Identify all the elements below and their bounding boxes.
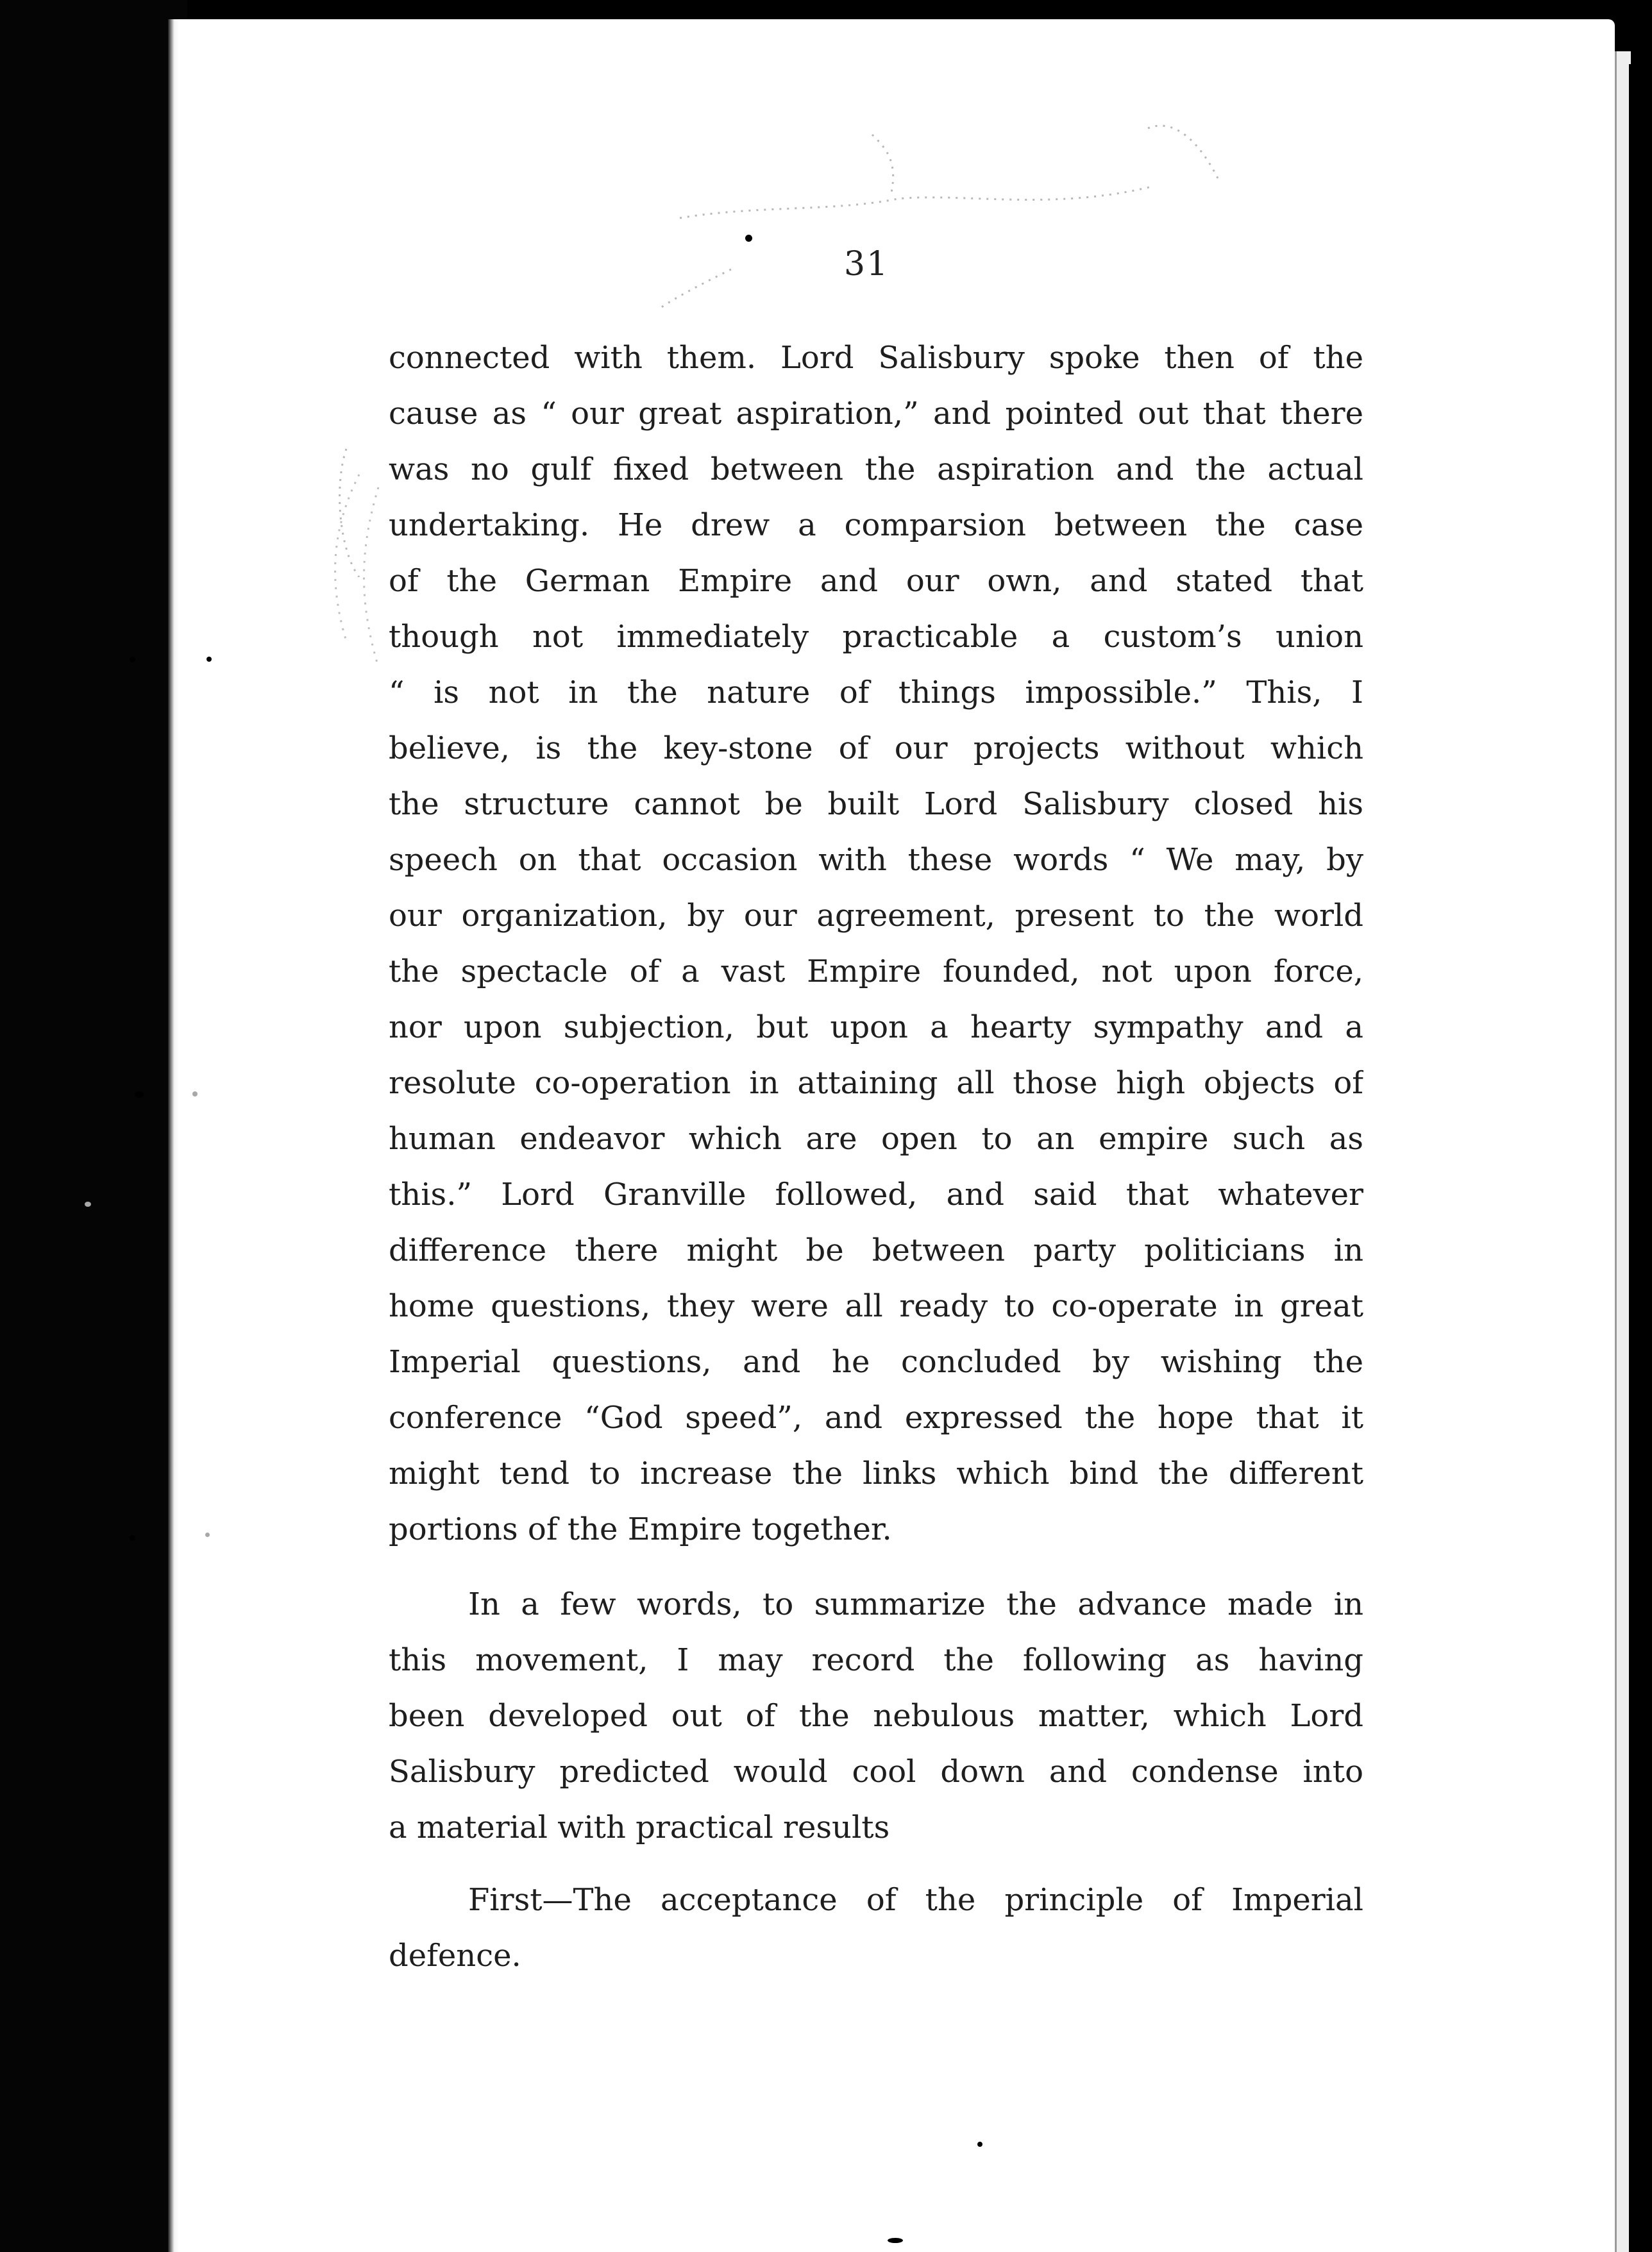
scan-speck bbox=[192, 1091, 198, 1097]
body-text bbox=[389, 330, 1363, 1984]
text-line: this.” Lord Granville followed, and said that whatever bbox=[389, 1177, 1363, 1213]
text-line: might tend to increase the links which bind the different bbox=[389, 1456, 1363, 1492]
text-line: human endeavor which are open to an empire such as bbox=[389, 1121, 1363, 1157]
left-margin-scan-border bbox=[0, 0, 187, 2252]
text-line: this movement, I may record the following as having bbox=[389, 1642, 1363, 1678]
scan-speck bbox=[130, 1535, 135, 1541]
text-line: cause as “ our great aspiration,” and pointed out that there bbox=[389, 396, 1363, 432]
text-line: though not immediately practicable a custom’s union bbox=[389, 619, 1363, 655]
text-line: First—The acceptance of the principle of Imperial bbox=[468, 1882, 1363, 1918]
page-number: 31 bbox=[844, 245, 889, 283]
text-line: Imperial questions, and he concluded by wishing the bbox=[389, 1344, 1363, 1380]
scan-speck bbox=[205, 1533, 210, 1537]
text-line: speech on that occasion with these words “ We may, by bbox=[389, 842, 1363, 878]
text-line: “ is not in the nature of things impossible.” This, I bbox=[389, 675, 1363, 710]
paragraph-gap bbox=[389, 1558, 1363, 1577]
text-line: of the German Empire and our own, and stated that bbox=[389, 563, 1363, 599]
text-line: the spectacle of a vast Empire founded, not upon force, bbox=[389, 954, 1363, 989]
scan-speck bbox=[888, 2238, 903, 2243]
scan-speck bbox=[745, 235, 752, 242]
scan-speck bbox=[85, 1202, 91, 1207]
right-margin-scan-border bbox=[1629, 64, 1652, 2252]
text-line: been developed out of the nebulous matter, which Lord bbox=[389, 1698, 1363, 1734]
text-line: undertaking. He drew a comparsion between the case bbox=[389, 507, 1363, 543]
text-line: nor upon subjection, but upon a hearty sympathy and a bbox=[389, 1009, 1363, 1045]
scan-speck bbox=[977, 2142, 982, 2147]
text-line: the structure cannot be built Lord Salisbury closed his bbox=[389, 786, 1363, 822]
text-line: believe, is the key-stone of our projects without which bbox=[389, 730, 1363, 766]
text-line: was no gulf fixed between the aspiration and the actual bbox=[389, 451, 1363, 487]
text-line: defence. bbox=[389, 1938, 521, 1974]
text-line: our organization, by our agreement, present to the world bbox=[389, 898, 1363, 934]
scan-speck bbox=[206, 657, 212, 662]
text-line: connected with them. Lord Salisbury spoke then of the bbox=[389, 340, 1363, 376]
scan-speck bbox=[135, 1091, 144, 1098]
text-line: Salisbury predicted would cool down and condense into bbox=[389, 1754, 1363, 1790]
text-line: conference “God speed”, and expressed the hope that it bbox=[389, 1400, 1363, 1436]
text-line: resolute co-operation in attaining all those high objects of bbox=[389, 1065, 1363, 1101]
paragraph-gap bbox=[389, 1856, 1363, 1872]
text-line: In a few words, to summarize the advance made in bbox=[468, 1586, 1363, 1622]
text-line: home questions, they were all ready to co-operate in great bbox=[389, 1288, 1363, 1324]
text-line: portions of the Empire together. bbox=[389, 1511, 892, 1547]
text-line: a material with practical results bbox=[389, 1810, 890, 1845]
scan-speck bbox=[130, 657, 135, 662]
text-line: difference there might be between party politicians in bbox=[389, 1232, 1363, 1268]
previous-page-edge bbox=[168, 19, 183, 2252]
